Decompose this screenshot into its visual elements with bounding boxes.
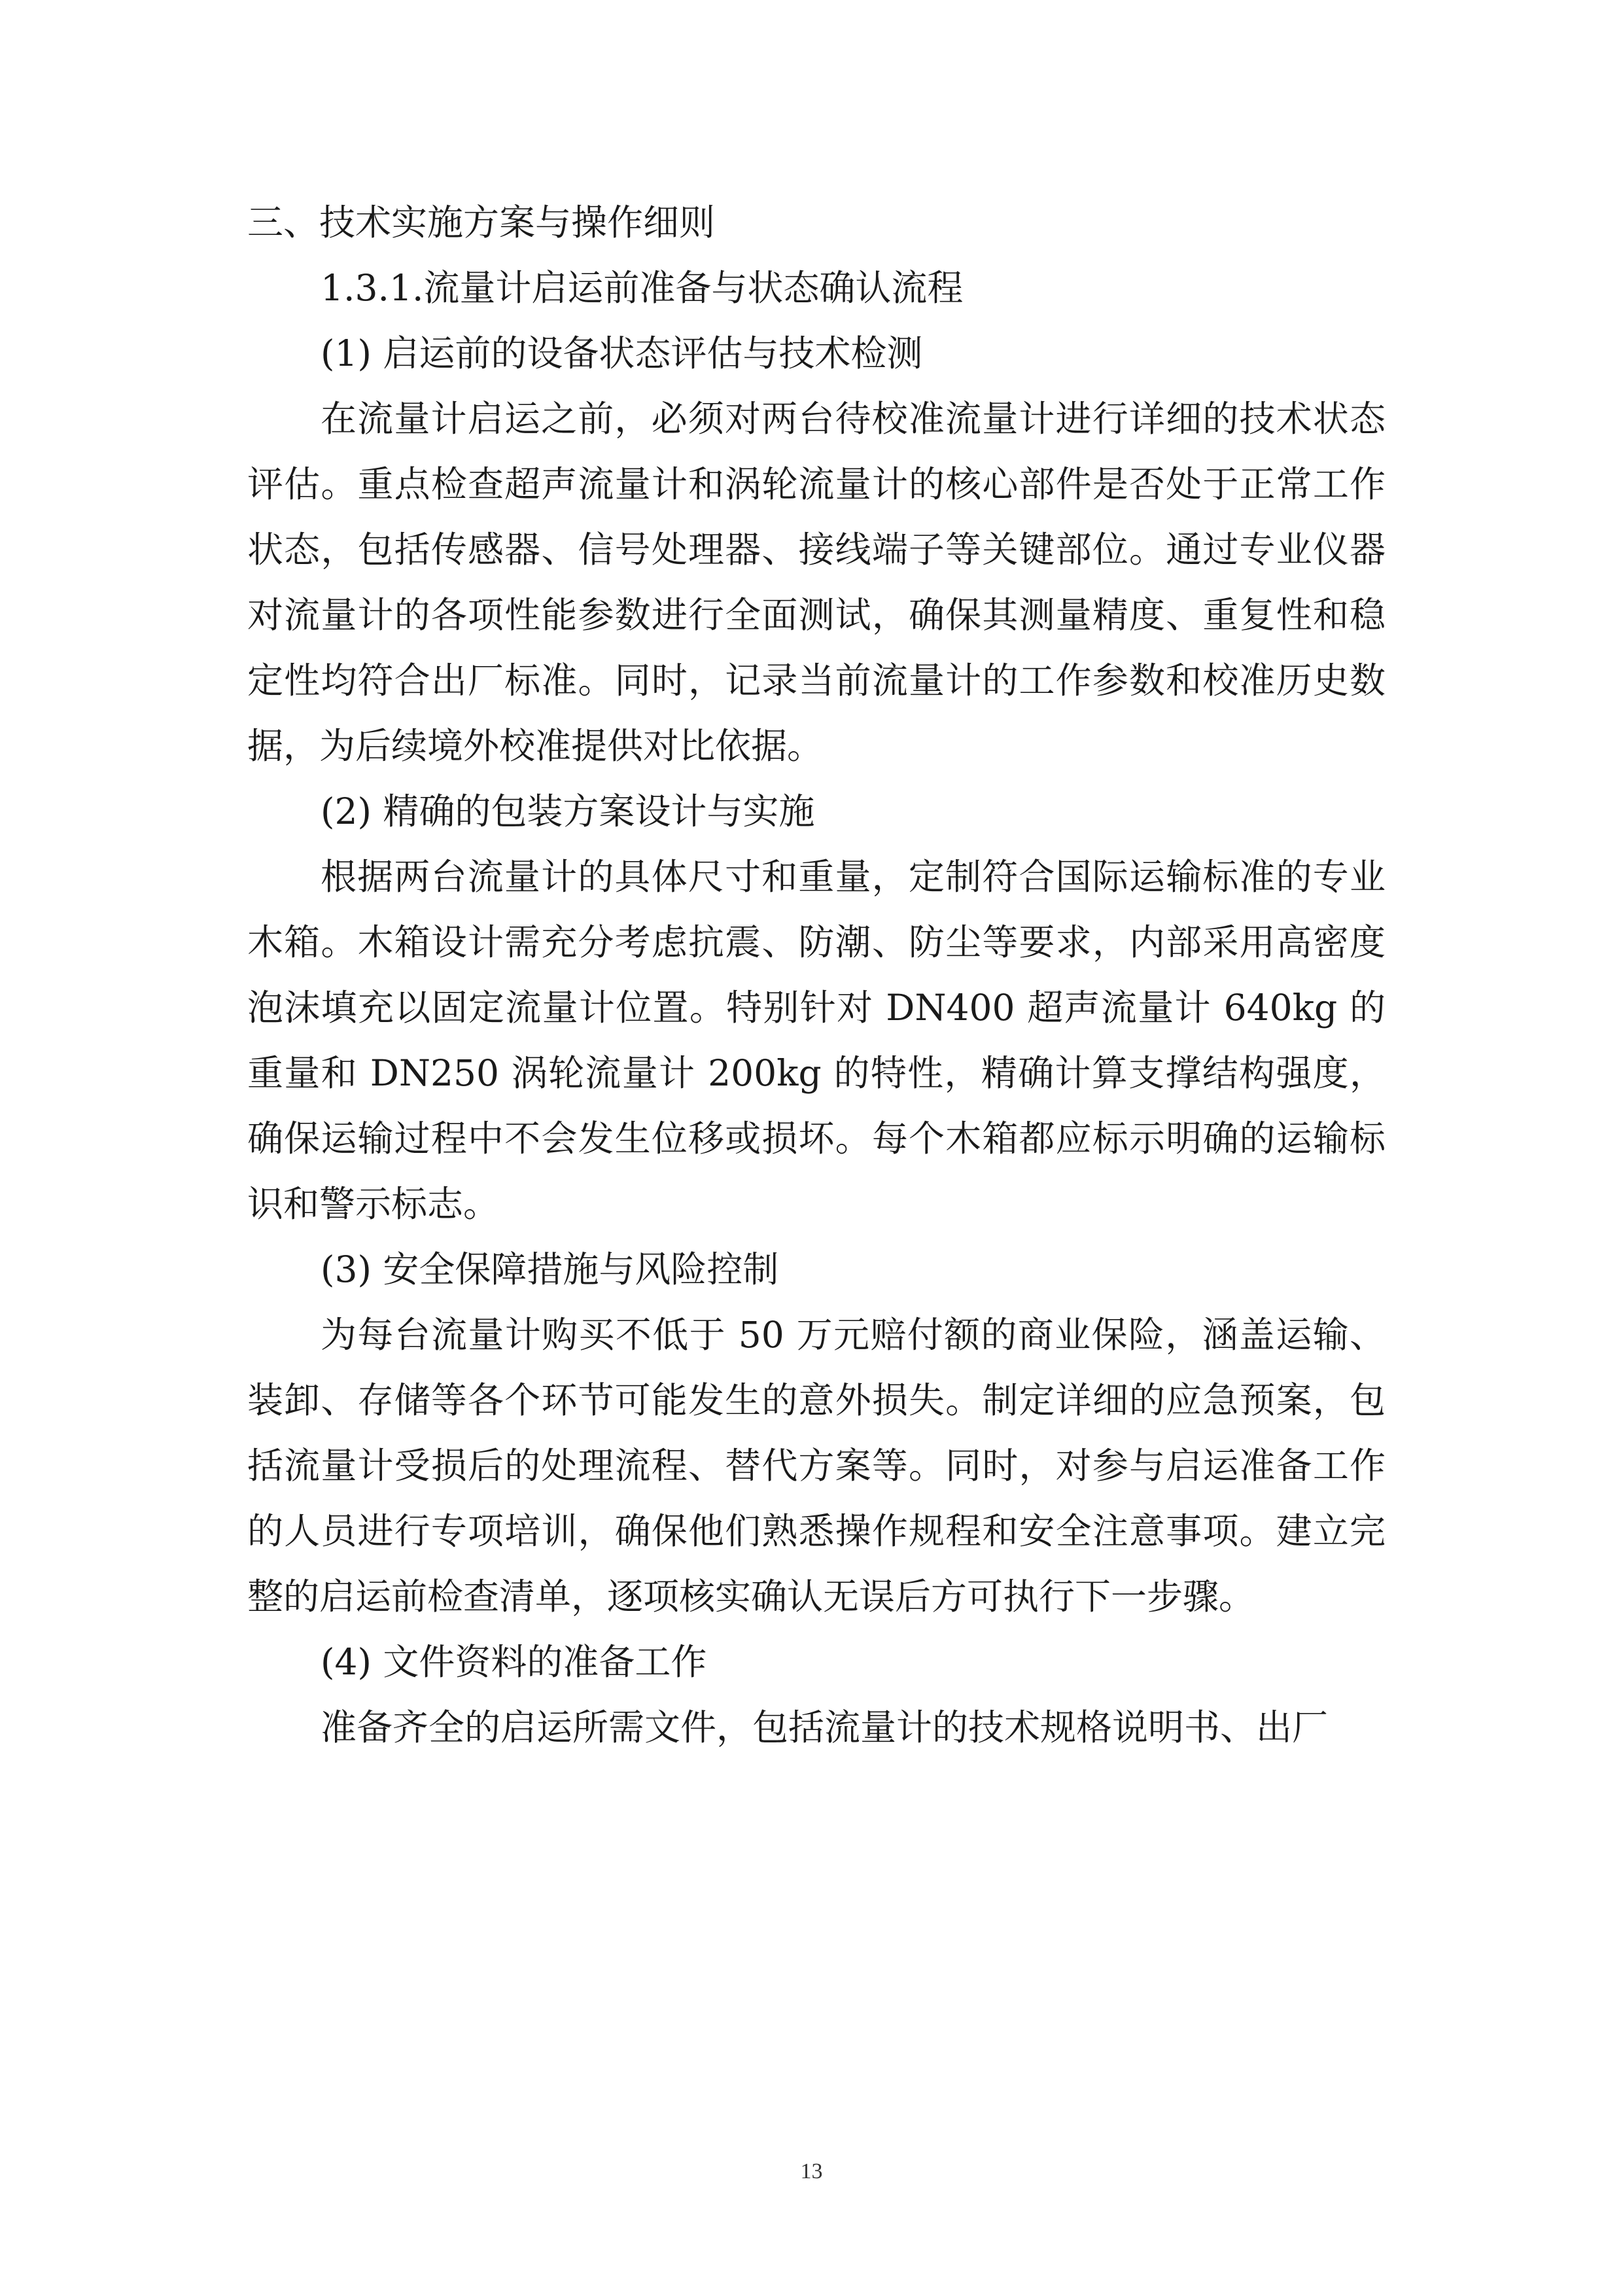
item-heading-2: (2) 精确的包装方案设计与实施 (321, 790, 815, 832)
item-paragraph-4: 准备齐全的启运所需文件，包括流量计的技术规格说明书、出厂 (321, 1706, 1329, 1748)
item-paragraph-2: 根据两台流量计的具体尺寸和重量，定制符合国际运输标准的专业木箱。木箱设计需充分考虑抗震、防潮、防尘等要求，内部采用高密度泡沫填充以固定流量计位置。特别针对 DN400 超声流量计 640kg 的重量和 DN250 涡轮流量计 200kg 的特性，精确计算支撑结构强度，确保运输过程中不会发生位移或损坏。每个木箱都应标示明确的运输标识和警示标志。 (247, 856, 1386, 1225)
item-heading-1: (1) 启运前的设备状态评估与技术检测 (321, 332, 923, 374)
page-number: 13 (800, 2159, 823, 2183)
document-body (247, 190, 1386, 1760)
item-heading-4: (4) 文件资料的准备工作 (321, 1641, 707, 1683)
item-heading-3: (3) 安全保障措施与风险控制 (321, 1248, 779, 1290)
subsection-title: 1.3.1.流量计启运前准备与状态确认流程 (321, 267, 964, 309)
section-title: 三、技术实施方案与操作细则 (247, 202, 716, 243)
item-paragraph-3: 为每台流量计购买不低于 50 万元赔付额的商业保险，涵盖运输、装卸、存储等各个环节可能发生的意外损失。制定详细的应急预案，包括流量计受损后的处理流程、替代方案等。同时，对参与启运准备工作的人员进行专项培训，确保他们熟悉操作规程和安全注意事项。建立完整的启运前检查清单，逐项核实确认无误后方可执行下一步骤。 (247, 1314, 1386, 1617)
item-paragraph-1: 在流量计启运之前，必须对两台待校准流量计进行详细的技术状态评估。重点检查超声流量计和涡轮流量计的核心部件是否处于正常工作状态，包括传感器、信号处理器、接线端子等关键部位。通过专业仪器对流量计的各项性能参数进行全面测试，确保其测量精度、重复性和稳定性均符合出厂标准。同时，记录当前流量计的工作参数和校准历史数据，为后续境外校准提供对比依据。 (247, 398, 1386, 767)
